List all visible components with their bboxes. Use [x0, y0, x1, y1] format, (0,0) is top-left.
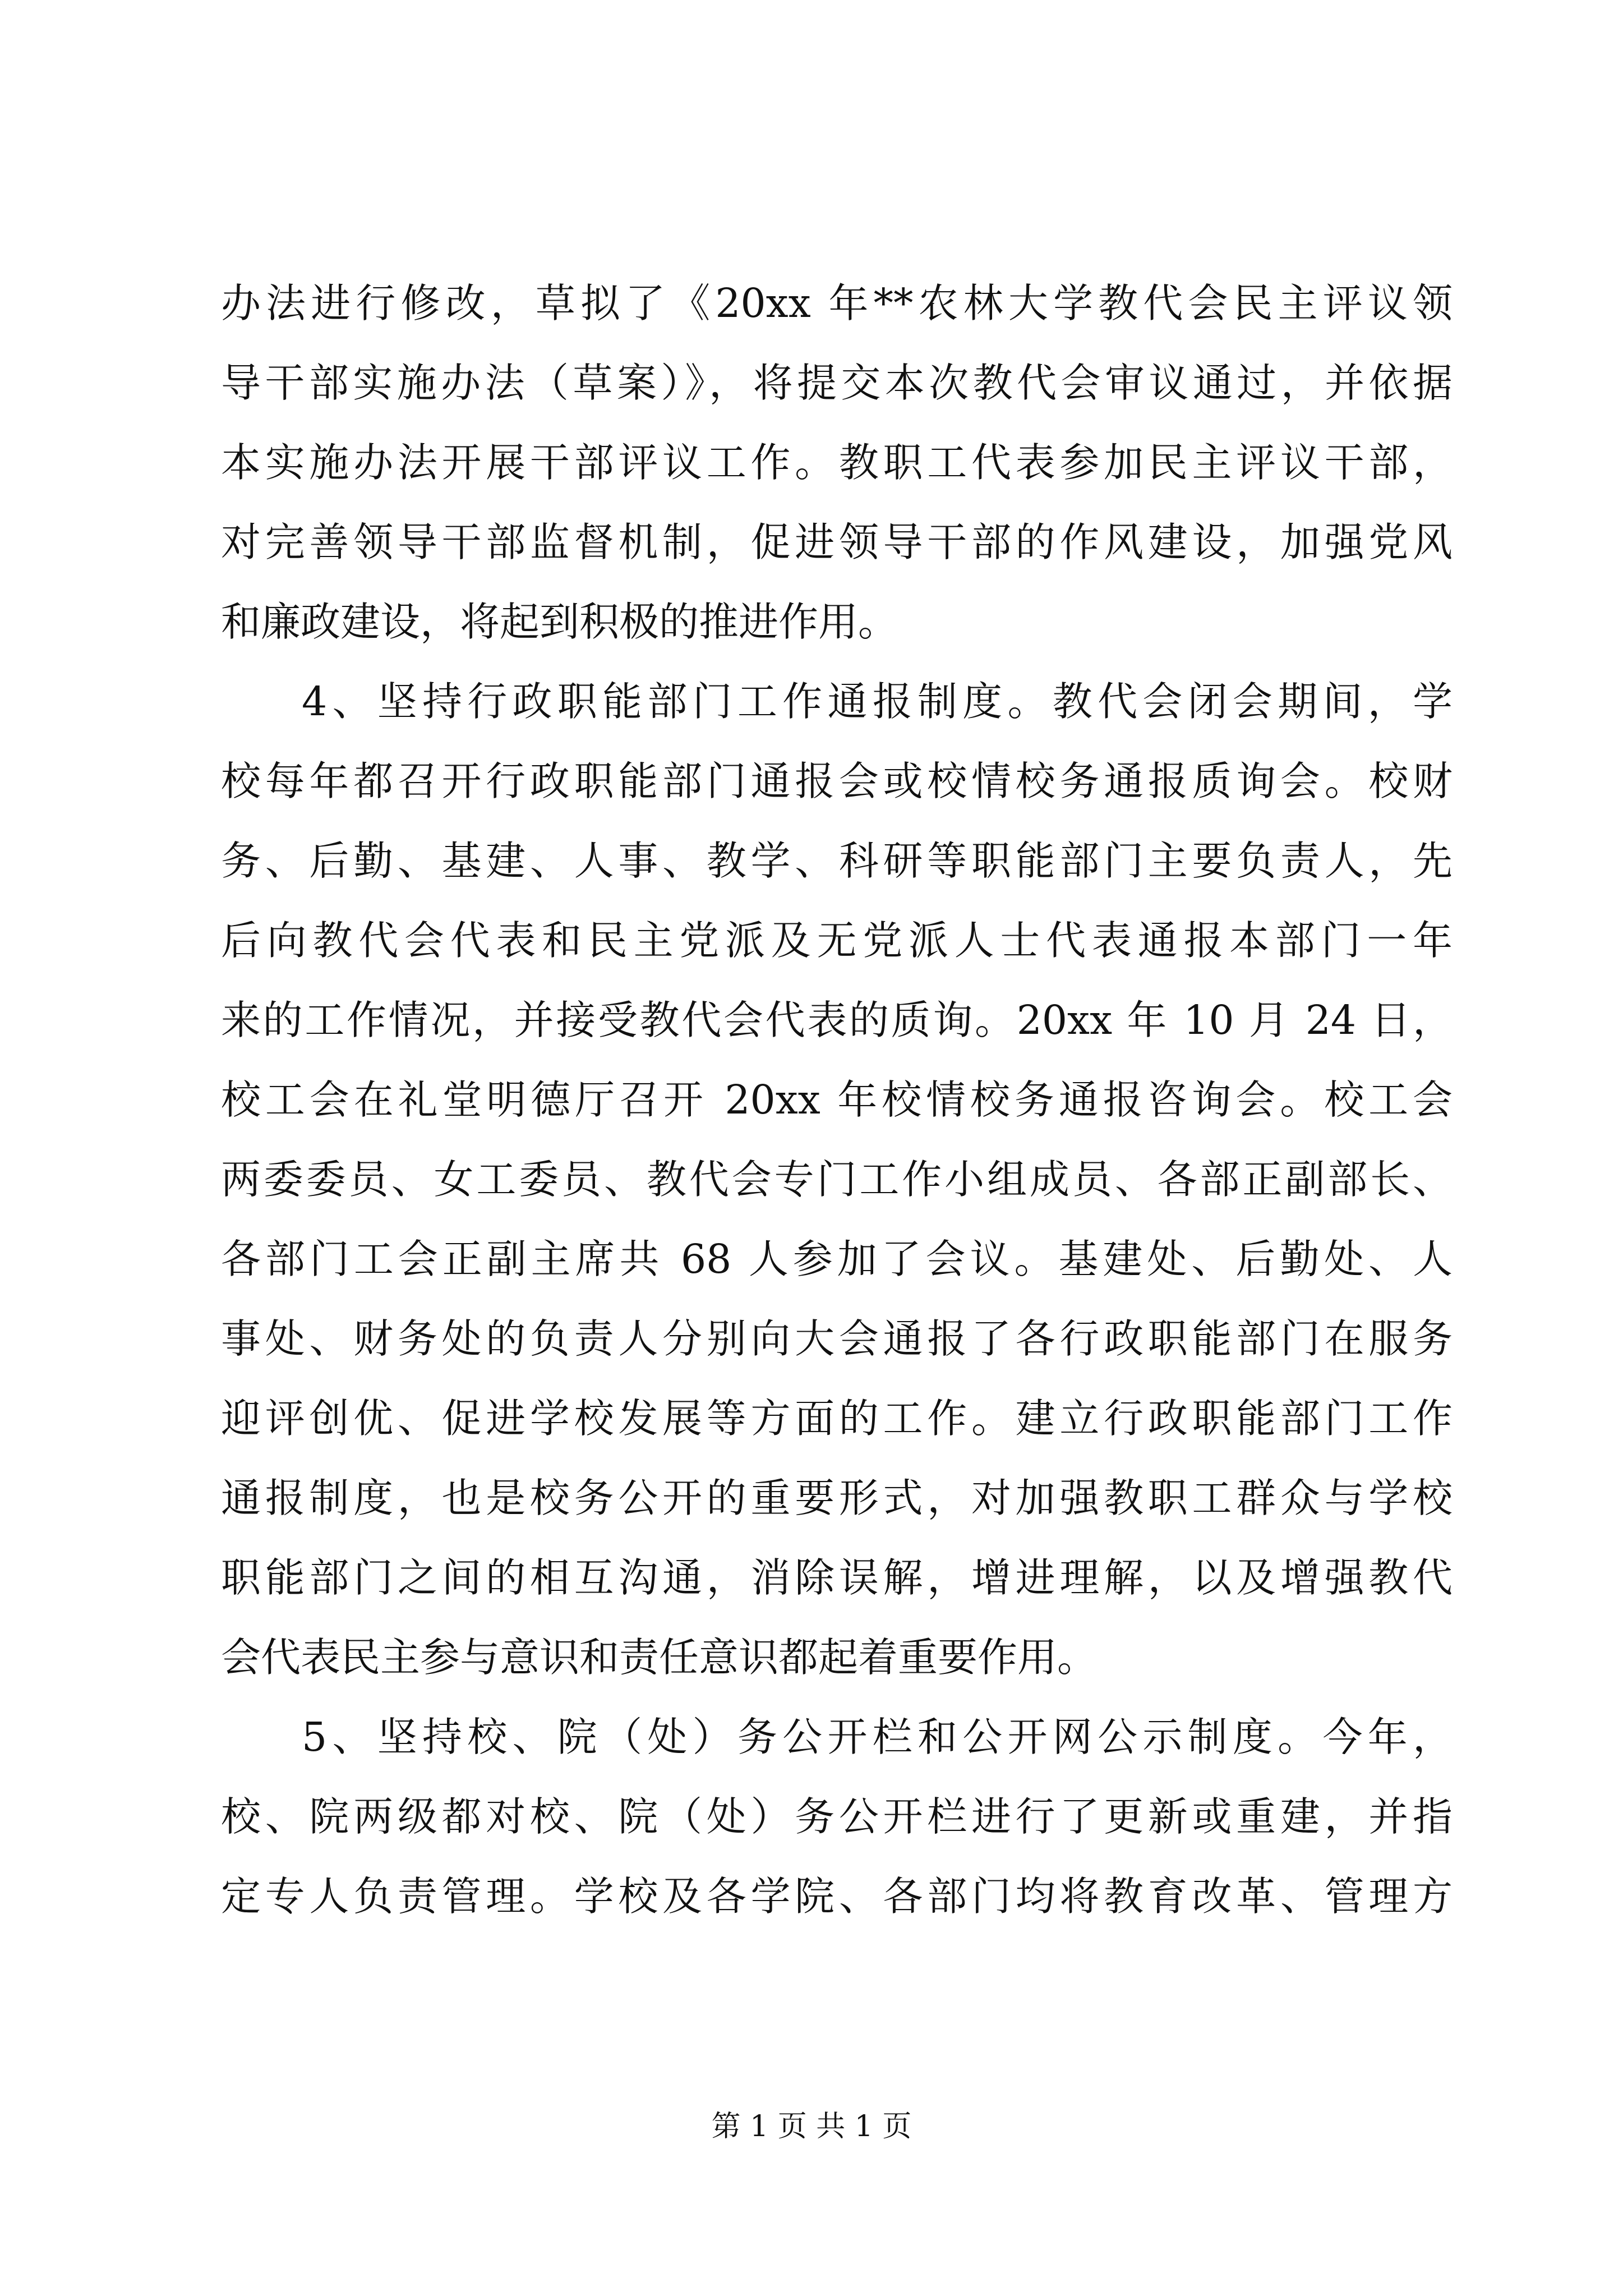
text-line: 后向教代会代表和民主党派及无党派人士代表通报本部门一年 [221, 917, 1453, 964]
text-line: 校每年都召开行政职能部门通报会或校情校务通报质询会。校财 [221, 758, 1453, 804]
text-line: 事处、财务处的负责人分别向大会通报了各行政职能部门在服务 [221, 1315, 1453, 1362]
text-line: 来的工作情况，并接受教代会代表的质询。20xx 年 10 月 24 日， [221, 997, 1453, 1043]
text-line: 各部门工会正副主席共 68 人参加了会议。基建处、后勤处、人 [221, 1236, 1453, 1282]
paragraph-4-first-line: 4、坚持行政职能部门工作通报制度。教代会闭会期间，学 [302, 678, 1453, 725]
text-line: 两委委员、女工委员、教代会专门工作小组成员、各部正副部长、 [221, 1156, 1453, 1203]
text-line: 职能部门之间的相互沟通，消除误解，增进理解，以及增强教代 [221, 1554, 1453, 1601]
text-line: 会代表民主参与意识和责任意识都起着重要作用。 [221, 1634, 1098, 1681]
page-number-label: 第 1 页 共 1 页 [711, 2110, 912, 2143]
paragraph-5-first-line: 5、坚持校、院（处）务公开栏和公开网公示制度。今年， [302, 1714, 1453, 1760]
text-line: 本实施办法开展干部评议工作。教职工代表参加民主评议干部， [221, 439, 1453, 486]
text-line: 务、后勤、基建、人事、教学、科研等职能部门主要负责人，先 [221, 838, 1453, 884]
text-line: 办法进行修改，草拟了《20xx 年**农林大学教代会民主评议领 [221, 280, 1453, 326]
text-line: 定专人负责管理。学校及各学院、各部门均将教育改革、管理方 [221, 1873, 1453, 1920]
page-footer [0, 2102, 1623, 2145]
text-line: 和廉政建设，将起到积极的推进作用。 [221, 599, 898, 645]
text-line: 对完善领导干部监督机制，促进领导干部的作风建设，加强党风 [221, 519, 1453, 565]
text-line: 迎评创优、促进学校发展等方面的工作。建立行政职能部门工作 [221, 1395, 1453, 1442]
text-line: 通报制度，也是校务公开的重要形式，对加强教职工群众与学校 [221, 1475, 1453, 1521]
document-body [221, 264, 1453, 1936]
text-line: 校工会在礼堂明德厅召开 20xx 年校情校务通报咨询会。校工会 [221, 1076, 1453, 1123]
text-line: 导干部实施办法（草案）》，将提交本次教代会审议通过，并依据 [221, 360, 1453, 406]
text-line: 校、院两级都对校、院（处）务公开栏进行了更新或重建，并指 [221, 1793, 1453, 1840]
